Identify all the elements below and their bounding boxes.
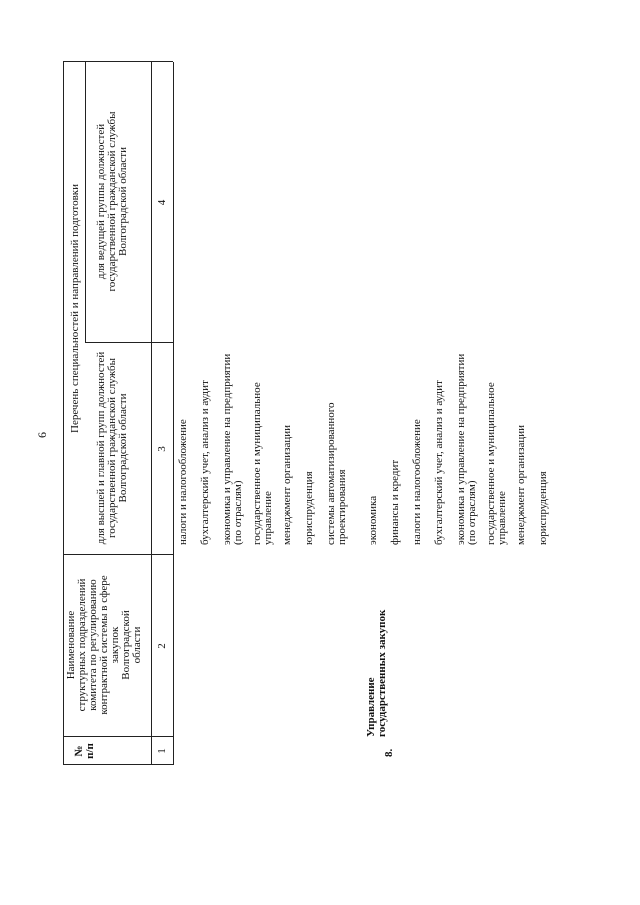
specialty-line: налоги и налогообложение <box>411 419 423 545</box>
section-name <box>366 610 388 737</box>
specialty-line: финансы и кредит <box>389 459 401 545</box>
specialty-item <box>304 471 315 545</box>
header-list: Перечень специальностей и направлений подготовки <box>69 184 81 433</box>
specialty-line: бухгалтерский учет, анализ и аудит <box>433 380 445 545</box>
specialty-item <box>282 425 293 545</box>
specialty-line: юриспруденция <box>303 471 315 545</box>
specialty-line: (по отраслям) <box>466 480 478 545</box>
specialty-item <box>486 382 508 545</box>
specialty-item <box>412 419 423 545</box>
specialty-line: (по отраслям) <box>232 480 244 545</box>
specialty-line: государственное и муниципальное <box>485 382 497 545</box>
header-leading <box>96 62 129 341</box>
header-name-line: закупок <box>109 626 121 664</box>
col-number-1: 1 <box>156 748 168 754</box>
specialty-line: государственное и муниципальное <box>251 382 263 545</box>
specialty-line: менеджмент организации <box>515 424 527 545</box>
specialty-line: налоги и налогообложение <box>177 419 189 545</box>
header-leading-line: Волгоградской области <box>117 147 129 256</box>
specialty-item <box>368 496 379 545</box>
specialty-item <box>178 419 189 545</box>
header-name-line: комитета по регулированию <box>87 579 99 711</box>
table-border <box>85 62 86 343</box>
header-higher-line: для высшей и главной групп должностей <box>95 351 107 545</box>
header-num-line: п/п <box>84 743 96 759</box>
header-num <box>74 737 96 765</box>
specialty-item <box>326 402 348 545</box>
section-name-line: государственных закупок <box>376 609 388 737</box>
specialty-item <box>222 354 244 545</box>
table-border <box>63 62 64 765</box>
col-number-3: 3 <box>156 446 168 452</box>
header-name-line: контрактной системы в сфере <box>98 575 110 715</box>
header-leading-line: государственной гражданской службы <box>106 111 118 292</box>
specialty-line: экономика и управление на предприятии <box>221 353 233 545</box>
col-number-4: 4 <box>156 199 168 206</box>
header-name-line: структурных подразделений <box>76 578 88 712</box>
col-number-2: 2 <box>156 643 168 649</box>
header-higher <box>96 343 129 553</box>
section-name-line: Управление <box>365 677 377 737</box>
specialty-line: системы автоматизированного <box>325 402 337 545</box>
specialty-item <box>516 425 527 545</box>
specialty-line: экономика и управление на предприятии <box>455 353 467 545</box>
header-name <box>66 555 143 735</box>
header-higher-line: Волгоградской области <box>117 393 129 503</box>
specialty-item <box>252 382 274 545</box>
specialty-item <box>390 460 401 545</box>
specialty-line: менеджмент организации <box>281 424 293 545</box>
table-border <box>173 62 174 765</box>
header-name-line: Наименование <box>65 610 77 680</box>
specialty-item <box>434 380 445 545</box>
specialty-line: бухгалтерский учет, анализ и аудит <box>199 380 211 545</box>
header-leading-line: для ведущей группы должностей <box>95 123 107 280</box>
specialty-line: экономика <box>367 495 379 545</box>
specialty-item <box>456 354 478 545</box>
header-higher-line: государственной гражданской службы <box>106 358 118 538</box>
specialty-line: управление <box>496 491 508 545</box>
header-num-line: № <box>73 745 85 757</box>
specialty-line: проектирования <box>336 469 348 545</box>
specialty-item <box>200 380 211 545</box>
specialty-item <box>538 471 549 545</box>
specialty-line: юриспруденция <box>537 471 549 545</box>
table-border <box>151 62 152 765</box>
header-name-line: области <box>131 626 143 664</box>
specialty-line: управление <box>262 491 274 545</box>
page-number: 6 <box>35 432 49 438</box>
section-number: 8. <box>383 748 395 757</box>
header-name-line: Волгоградской <box>120 610 132 680</box>
